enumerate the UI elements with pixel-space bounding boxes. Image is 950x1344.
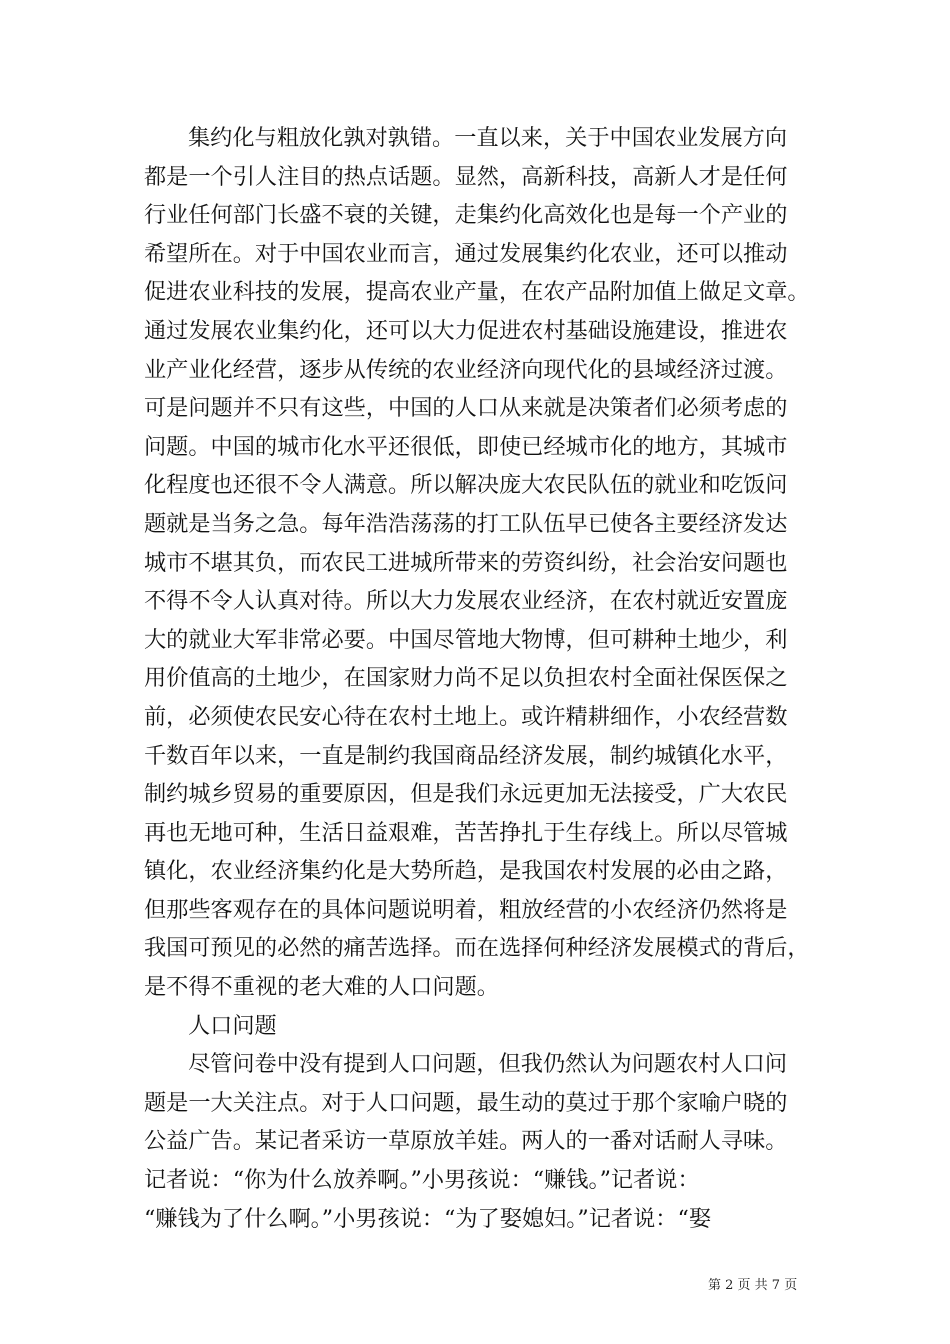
paragraph-line: “赚钱为了什么啊。”小男孩说：“为了娶媳妇。”记者说：“娶 (144, 1205, 712, 1232)
paragraph-line: 题是一大关注点。对于人口问题，最生动的莫过于那个家喻户晓的 (144, 1089, 788, 1116)
paragraph-line: 城市不堪其负，而农民工进城所带来的劳资纠纷，社会治安问题也 (144, 549, 788, 576)
paragraph-line: 制约城乡贸易的重要原因，但是我们永远更加无法接受，广大农民 (144, 781, 788, 808)
paragraph-line: 业产业化经营，逐步从传统的农业经济向现代化的县域经济过渡。 (144, 356, 788, 383)
paragraph-line: 是不得不重视的老大难的人口问题。 (144, 974, 499, 1001)
paragraph-line: 再也无地可种，生活日益艰难，苦苦挣扎于生存线上。所以尽管城 (144, 819, 788, 846)
paragraph-line: 可是问题并不只有这些，中国的人口从来就是决策者们必须考虑的 (144, 395, 788, 422)
paragraph-line: 题就是当务之急。每年浩浩荡荡的打工队伍早已使各主要经济发达 (144, 510, 788, 537)
paragraph-line: 我国可预见的必然的痛苦选择。而在选择何种经济发展模式的背后， (144, 935, 810, 962)
paragraph-line: 镇化，农业经济集约化是大势所趋，是我国农村发展的必由之路， (144, 858, 788, 885)
paragraph-line: 化程度也还很不令人满意。所以解决庞大农民队伍的就业和吃饭问 (144, 472, 788, 499)
paragraph-line: 促进农业科技的发展，提高农业产量，在农产品附加值上做足文章。 (144, 279, 810, 306)
paragraph-line: 公益广告。某记者采访一草原放羊娃。两人的一番对话耐人寻味。 (144, 1128, 788, 1155)
paragraph-line: 希望所在。对于中国农业而言，通过发展集约化农业，还可以推动 (144, 240, 788, 267)
paragraph-line: 集约化与粗放化孰对孰错。一直以来，关于中国农业发展方向 (188, 125, 788, 151)
paragraph-line: 千数百年以来，一直是制约我国商品经济发展，制约城镇化水平， (144, 742, 788, 769)
document-body (144, 119, 814, 1238)
page-number-footer: 第 2 页 共 7 页 (708, 1278, 798, 1293)
paragraph-line: 前，必须使农民安心待在农村土地上。或许精耕细作，小农经营数 (144, 703, 788, 730)
paragraph-line: 通过发展农业集约化，还可以大力促进农村基础设施建设，推进农 (144, 317, 788, 344)
paragraph-line: 用价值高的土地少，在国家财力尚不足以负担农村全面社保医保之 (144, 665, 788, 692)
paragraph-line: 大的就业大军非常必要。中国尽管地大物博，但可耕种土地少，利 (144, 626, 788, 653)
paragraph-line: 尽管问卷中没有提到人口问题，但我仍然认为问题农村人口问 (188, 1051, 788, 1078)
paragraph-line: 都是一个引人注目的热点话题。显然，高新科技，高新人才是任何 (144, 163, 788, 190)
paragraph-line: 不得不令人认真对待。所以大力发展农业经济，在农村就近安置庞 (144, 588, 788, 615)
paragraph-line: 记者说：“你为什么放养啊。”小男孩说：“赚钱。”记者说： (144, 1167, 700, 1194)
section-heading: 人口问题 (188, 1012, 277, 1039)
paragraph-line: 但那些客观存在的具体问题说明着，粗放经营的小农经济仍然将是 (144, 896, 788, 923)
paragraph-line: 行业任何部门长盛不衰的关键，走集约化高效化也是每一个产业的 (144, 202, 788, 229)
paragraph-line: 问题。中国的城市化水平还很低，即使已经城市化的地方，其城市 (144, 433, 788, 460)
